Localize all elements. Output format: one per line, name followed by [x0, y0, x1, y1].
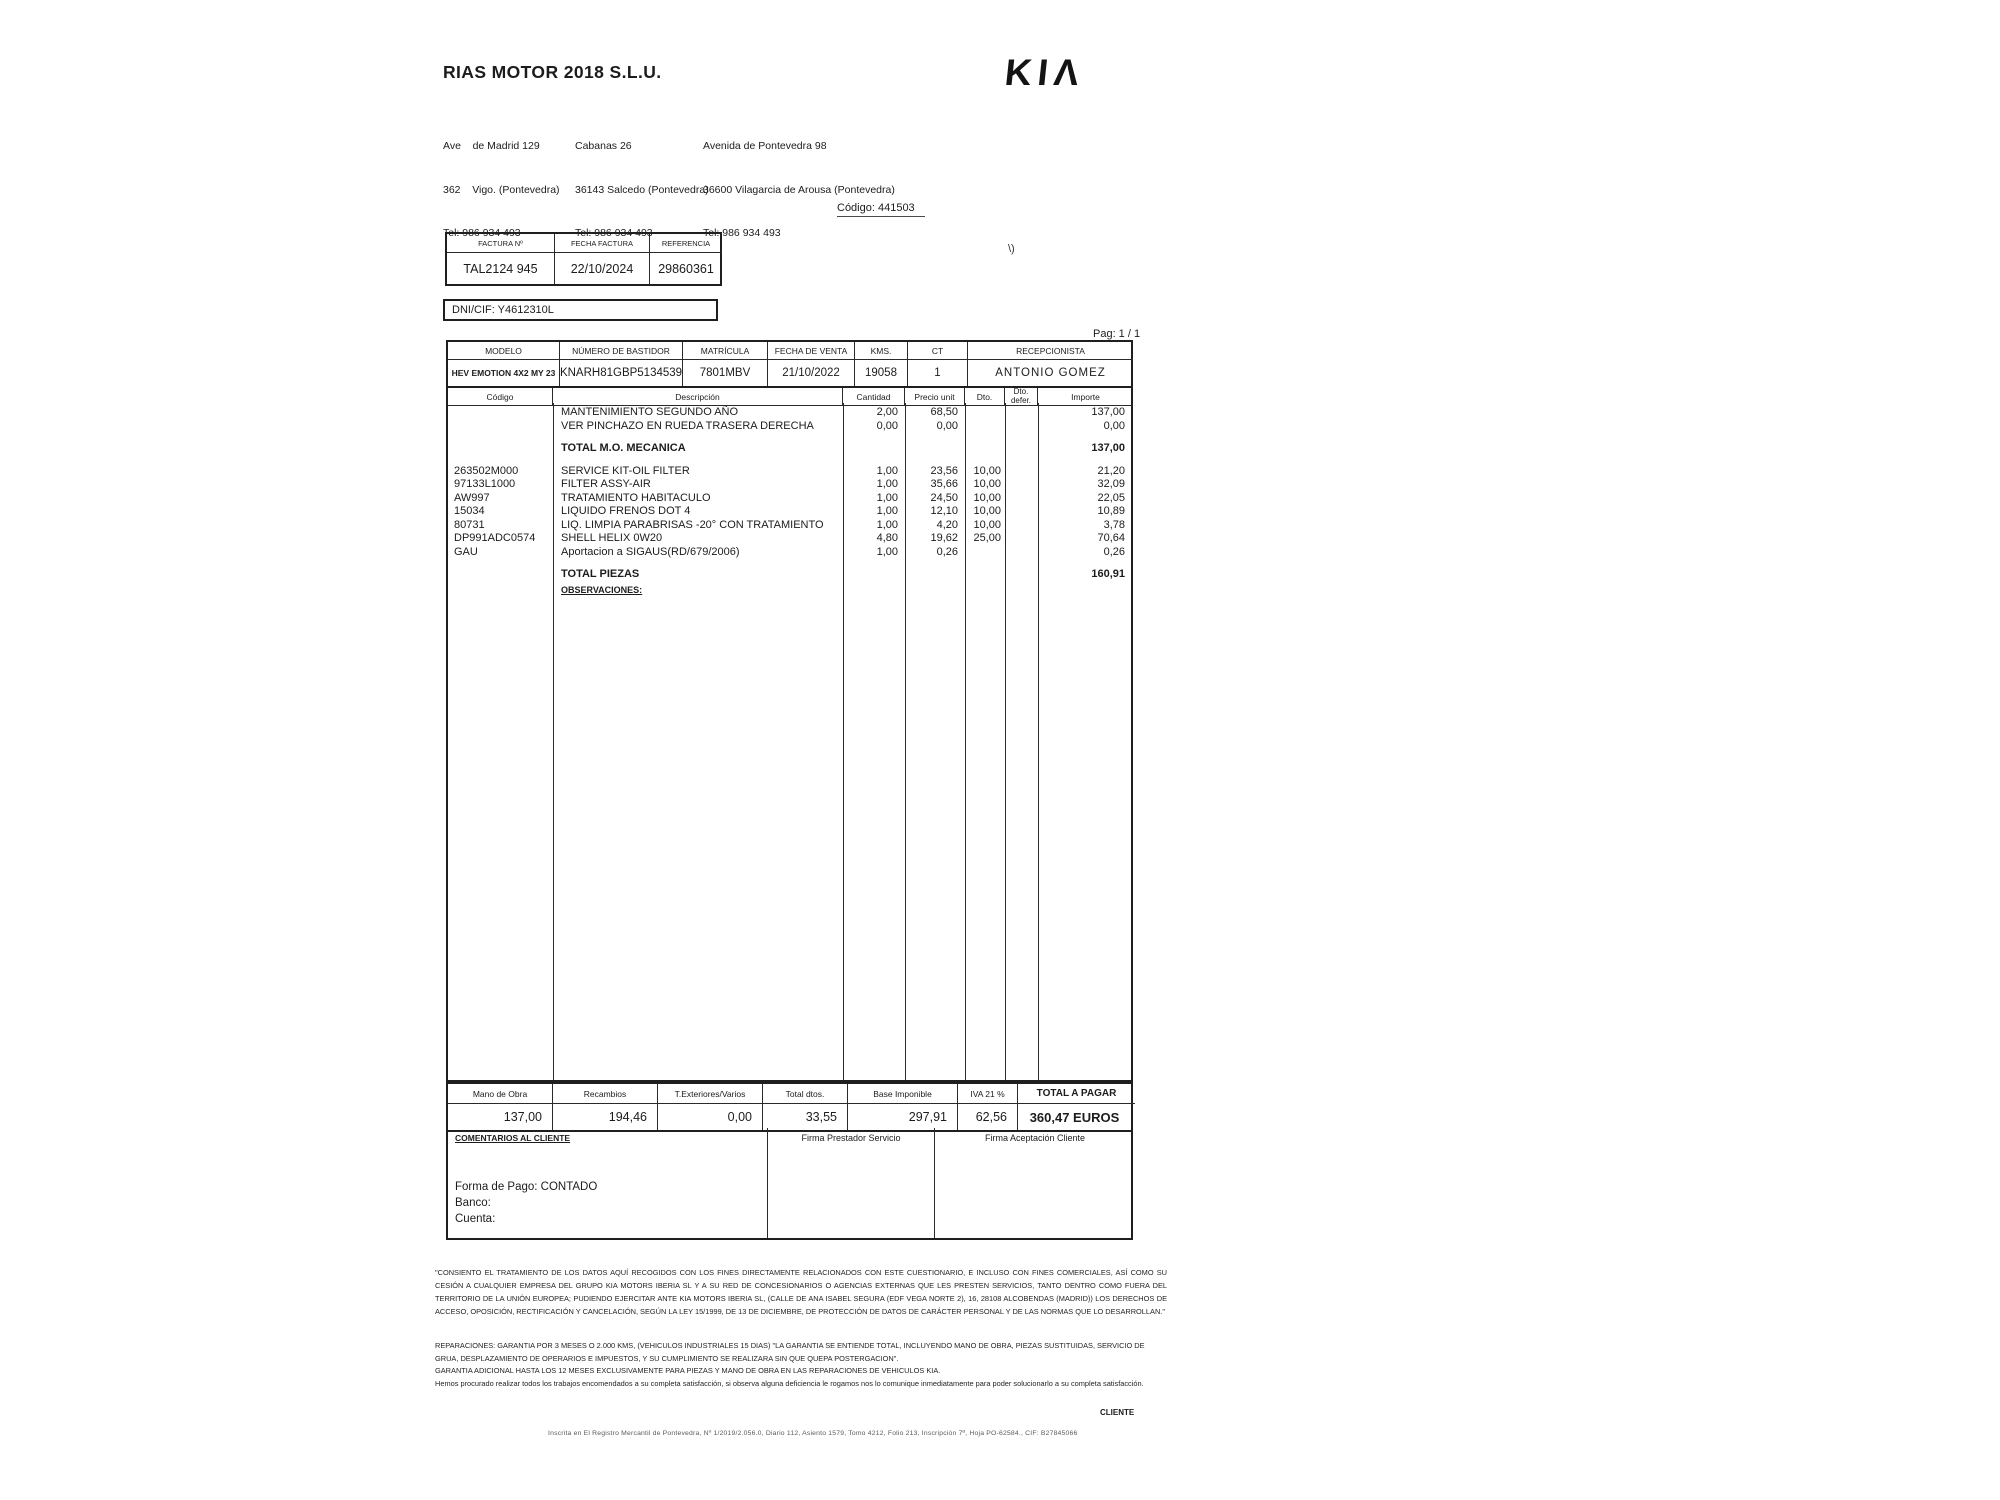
item-qty-cell: 1,00 — [876, 545, 898, 558]
kms-header: KMS. — [855, 342, 908, 360]
invoice-line-row — [448, 406, 1131, 420]
item-description-cell: VER PINCHAZO EN RUEDA TRASERA DERECHA — [561, 419, 814, 432]
item-description-cell: FILTER ASSY-AIR — [561, 478, 651, 490]
address-line: Avenida de Pontevedra 98 — [703, 140, 827, 152]
item-importe-cell: 22,05 — [1097, 491, 1125, 504]
recepcionista-header: RECEPCIONISTA — [968, 342, 1133, 360]
column-divider — [965, 403, 966, 1080]
item-qty-cell: 1,00 — [876, 464, 898, 477]
referencia-header: REFERENCIA — [650, 234, 722, 253]
item-dto-cell: 10,00 — [973, 491, 1001, 504]
item-importe-cell: 160,91 — [1091, 568, 1125, 580]
invoice-line-row — [448, 568, 1131, 582]
item-description-cell: MANTENIMIENTO SEGUNDO AÑO — [561, 406, 739, 418]
warranty-notice — [435, 1340, 1167, 1390]
descripcion-col-header: Descripción — [553, 388, 843, 405]
item-price-cell: 0,00 — [936, 419, 958, 432]
item-price-cell: 19,62 — [930, 532, 958, 544]
item-price-cell: 68,50 — [930, 406, 958, 418]
item-qty-cell: 1,00 — [876, 478, 898, 490]
totals-value-row — [448, 1104, 1131, 1130]
item-dto-defer-cell — [1005, 546, 1038, 560]
items-body — [446, 403, 1133, 1082]
data-protection-notice: "CONSIENTO EL TRATAMIENTO DE LOS DATOS AQUÍ RECOGIDOS CON LOS FINES DIRECTAMENTE RELACIONADOS CON ESTE CUESTIONARIO, E INCLUSO CON FINES COMERCIALES, ASÍ COMO SU CESIÓN A CUALQUIER EMPRESA DEL GRUPO KIA MOTORS IBERIA SL Y A SU RED DE CONCESIONARIOS O AGENCIAS EXTERNAS QUE LES PRESTEN SERVICIOS, TANTO DENTRO COMO FUERA DEL TERRITORIO DE LA UNIÓN EUROPEA; PUDIENDO EJERCITAR ANTE KIA MOTORS IBERIA SL, (CALLE DE ANA ISABEL SEGURA (EDF VEGA NORTE 2), 16, 28108 ALCOBENDAS (MADRID)) LOS DERECHOS DE ACCESO, OPOSICIÓN, RECTIFICACIÓN Y CANCELACIÓN, SEGÚN LA LEY 15/1999, DE 13 DE DICIEMBRE, DE PROTECCIÓN DE DATOS DE CARÁCTER PERSONAL Y DE LAS NORMAS QUE LO DESARROLLAN." — [435, 1268, 1167, 1316]
item-importe-cell: 0,00 — [1103, 419, 1125, 432]
item-dto-cell — [965, 420, 1005, 434]
provider-signature-label: Firma Prestador Servicio — [801, 1133, 901, 1143]
bastidor-header: NÚMERO DE BASTIDOR — [560, 342, 683, 360]
total-a-pagar-value: 360,47 EUROS — [1029, 1109, 1120, 1125]
comments-signature-section — [446, 1128, 1133, 1240]
item-price-cell: 4,20 — [936, 518, 958, 531]
invoice-line-row — [448, 492, 1131, 506]
invoice-id-header-row — [447, 234, 720, 253]
invoice-line-row — [448, 442, 1131, 456]
invoice-line-row — [448, 478, 1131, 492]
bank-label: Banco: — [455, 1197, 491, 1209]
item-qty-cell — [843, 568, 905, 582]
item-importe-cell: 3,78 — [1103, 518, 1125, 531]
item-importe-cell: 70,64 — [1097, 532, 1125, 544]
item-code-cell — [448, 420, 553, 434]
warranty-line: Hemos procurado realizar todos los trabajos encomendados a su completa satisfacción, si observa alguna deficiencia le rogamos nos lo comunique inmediatamente para poder solucionarlo a su completa satisfacción. — [435, 1378, 1144, 1388]
dni-cif-box: DNI/CIF: Y4612310L — [443, 299, 718, 321]
item-price-cell: 35,66 — [930, 478, 958, 490]
fecha-venta-header: FECHA DE VENTA — [768, 342, 855, 360]
referencia-value: 29860361 — [658, 261, 714, 276]
client-signature-cell — [935, 1128, 1135, 1238]
invoice-line-row — [448, 505, 1131, 519]
fecha-factura-value: 22/10/2024 — [555, 253, 650, 284]
item-dto-defer-cell — [1005, 420, 1038, 434]
item-dto-cell — [965, 442, 1005, 456]
item-description-cell: TOTAL M.O. MECANICA — [561, 442, 686, 454]
item-qty-cell: 2,00 — [876, 406, 898, 418]
item-dto-defer-cell — [1005, 532, 1038, 546]
exteriores-header: T.Exteriores/Varios — [658, 1084, 763, 1104]
recambios-value: 194,46 — [553, 1104, 658, 1130]
warranty-line: GARANTIA ADICIONAL HASTA LOS 12 MESES EXCLUSIVAMENTE PARA PIEZAS Y MANO DE OBRA EN LAS REPARACIONES DE VEHICULOS KIA. — [435, 1366, 941, 1375]
item-description-cell: LIQUIDO FRENOS DOT 4 — [561, 505, 691, 517]
ct-value: 1 — [908, 360, 968, 386]
item-dto-cell: 25,00 — [973, 532, 1001, 544]
comments-cell — [448, 1128, 768, 1238]
bastidor-value: KNARH81GBP5134539 — [560, 360, 683, 386]
item-description-cell: SERVICE KIT-OIL FILTER — [561, 464, 690, 477]
vehicle-value-row — [448, 360, 1131, 386]
totals-header-row — [448, 1084, 1131, 1104]
recepcionista-value: ANTONIO GOMEZ — [995, 367, 1106, 379]
address-line: Tel: 986 934 493 — [703, 227, 781, 239]
item-qty-cell: 4,80 — [876, 532, 898, 544]
recambios-header: Recambios — [553, 1084, 658, 1104]
item-price-cell: 23,56 — [930, 464, 958, 477]
address-line: Cabanas 26 — [575, 140, 632, 152]
item-dto-cell — [965, 406, 1005, 420]
codigo-col-header: Código — [448, 388, 553, 405]
item-dto-defer-cell — [1005, 492, 1038, 506]
item-qty-cell: 1,00 — [876, 518, 898, 531]
iva-header: IVA 21 % — [958, 1084, 1018, 1104]
codigo-label: Código: 441503 — [837, 202, 925, 217]
item-importe-cell: 32,09 — [1097, 478, 1125, 490]
item-description-cell: TRATAMIENTO HABITACULO — [561, 491, 711, 504]
address-line: Tel: 986 934 493 — [575, 227, 653, 239]
item-code-cell: GAU — [454, 545, 478, 558]
item-dto-defer-cell — [1005, 505, 1038, 519]
totals-table — [446, 1082, 1133, 1132]
matricula-header: MATRÍCULA — [683, 342, 768, 360]
address-line: 36143 Salcedo (Pontevedra) — [575, 183, 709, 196]
item-description-cell: Aportacion a SIGAUS(RD/679/2006) — [561, 545, 740, 558]
item-dto-defer-cell — [1005, 478, 1038, 492]
item-dto-defer-cell — [1005, 568, 1038, 582]
item-code-cell: 263502M000 — [454, 464, 519, 477]
item-qty-cell: 1,00 — [876, 505, 898, 517]
account-label: Cuenta: — [455, 1213, 496, 1225]
total-dtos-value: 33,55 — [763, 1104, 848, 1130]
modelo-header: MODELO — [448, 342, 560, 360]
exteriores-value: 0,00 — [658, 1104, 763, 1130]
item-code-cell: 15034 — [454, 505, 485, 517]
item-dto-cell: 10,00 — [973, 518, 1001, 531]
payment-method: Forma de Pago: CONTADO — [455, 1181, 598, 1193]
item-code-cell — [448, 442, 553, 456]
scan-artifact: \) — [1008, 243, 1015, 255]
item-price-cell — [905, 442, 965, 456]
item-price-cell: 0,26 — [936, 545, 958, 558]
item-qty-cell — [843, 442, 905, 456]
address-line: 36600 Vilagarcia de Arousa (Pontevedra) — [703, 183, 895, 196]
item-dto-cell: 10,00 — [973, 505, 1001, 517]
item-dto-defer-cell — [1005, 406, 1038, 420]
column-divider — [1038, 403, 1039, 1080]
factura-num-header: FACTURA Nº — [447, 234, 555, 253]
page-number: Pag: 1 / 1 — [1093, 328, 1141, 340]
item-dto-cell — [965, 546, 1005, 560]
invoice-line-row — [448, 546, 1131, 560]
item-price-cell — [905, 568, 965, 582]
item-price-cell: 24,50 — [930, 491, 958, 504]
address-line: Ave de Madrid 129 — [443, 140, 540, 152]
column-divider — [553, 403, 554, 1080]
item-importe-cell: 21,20 — [1097, 464, 1125, 477]
invoice-line-row — [448, 465, 1131, 479]
item-description-cell: SHELL HELIX 0W20 — [561, 532, 663, 544]
invoice-line-row — [448, 519, 1131, 533]
provider-signature-cell — [768, 1128, 935, 1238]
total-dtos-header: Total dtos. — [763, 1084, 848, 1104]
payment-details — [455, 1179, 767, 1227]
kia-logo: KIΛ — [1002, 52, 1087, 93]
mano-obra-header: Mano de Obra — [448, 1084, 553, 1104]
item-description-cell: LIQ. LIMPIA PARABRISAS -20° CON TRATAMIENTO — [561, 518, 824, 531]
item-dto-defer-cell — [1005, 519, 1038, 533]
iva-value: 62,56 — [958, 1104, 1018, 1130]
item-dto-cell: 10,00 — [973, 464, 1001, 477]
registry-footer: Inscrita en El Registro Mercantil de Pontevedra, Nº 1/2019/2.056.0, Diario 112, Asiento 1579, Tomo 4212, Folio 213, Inscripción 7ª, Hoja PO-62584., CIF: B27845066 — [548, 1430, 1078, 1437]
fecha-venta-value: 21/10/2022 — [768, 360, 855, 386]
invoice-id-value-row — [447, 253, 720, 284]
item-qty-cell: 0,00 — [876, 419, 898, 432]
factura-num-value: TAL2124 945 — [447, 253, 555, 284]
warranty-line: REPARACIONES: GARANTIA POR 3 MESES O 2.000 KMS, (VEHICULOS INDUSTRIALES 15 DIAS) "LA GARANTIA SE ENTIENDE TOTAL, INCLUYENDO MANO DE OBRA, PIEZAS SUSTITUIDAS, SERVICIO DE GRUA, DESPLAZAMIENTO DE OPERARIOS E IMPUESTOS, Y SU CUMPLIMIENTO SE REALIZARA SIN QUE QUEPA POSTERGACION". — [435, 1341, 1145, 1363]
cantidad-col-header: Cantidad — [843, 388, 905, 405]
ct-header: CT — [908, 342, 968, 360]
column-divider — [843, 403, 844, 1080]
item-dto-cell: 10,00 — [973, 478, 1001, 490]
address-line: 362 Vigo. (Pontevedra) — [443, 183, 560, 196]
item-dto-defer-cell — [1005, 465, 1038, 479]
cliente-label: CLIENTE — [1100, 1408, 1135, 1417]
vehicle-header-row — [448, 342, 1131, 360]
precio-unit-col-header: Precio unit — [905, 388, 965, 405]
item-dto-defer-cell — [1005, 442, 1038, 456]
matricula-value: 7801MBV — [683, 360, 768, 386]
item-description-cell: TOTAL PIEZAS — [561, 568, 640, 580]
item-qty-cell: 1,00 — [876, 491, 898, 504]
invoice-line-row — [448, 420, 1131, 434]
item-code-cell: 80731 — [454, 518, 485, 531]
item-code-cell — [448, 406, 553, 420]
item-importe-cell: 0,26 — [1103, 545, 1125, 558]
item-importe-cell: 10,89 — [1097, 505, 1125, 517]
base-imponible-value: 297,91 — [848, 1104, 958, 1130]
base-imponible-header: Base Imponible — [848, 1084, 958, 1104]
item-price-cell: 12,10 — [930, 505, 958, 517]
vehicle-table — [446, 340, 1133, 388]
item-importe-cell: 137,00 — [1091, 406, 1125, 418]
item-importe-cell: 137,00 — [1091, 442, 1125, 454]
invoice-id-table — [445, 232, 722, 286]
modelo-value: HEV EMOTION 4X2 MY 23 — [448, 360, 560, 386]
company-name: RIAS MOTOR 2018 S.L.U. — [443, 62, 662, 82]
column-divider — [905, 403, 906, 1080]
observaciones-label: OBSERVACIONES: — [561, 585, 643, 595]
item-code-cell: DP991ADC0574 — [454, 532, 536, 544]
address-line: Tel: 986 934 493 — [443, 227, 521, 239]
column-divider — [1005, 403, 1006, 1080]
item-code-cell: AW997 — [454, 491, 490, 504]
importe-col-header: Importe — [1071, 391, 1100, 402]
item-dto-cell — [965, 568, 1005, 582]
comments-title: COMENTARIOS AL CLIENTE — [455, 1133, 571, 1143]
kms-value: 19058 — [855, 360, 908, 386]
company-address-vilagarcia — [703, 110, 895, 270]
mano-obra-value: 137,00 — [448, 1104, 553, 1130]
fecha-factura-header: FECHA FACTURA — [555, 234, 650, 253]
item-code-cell: 97133L1000 — [454, 478, 516, 490]
client-signature-label: Firma Aceptación Cliente — [984, 1133, 1086, 1143]
dto-col-header: Dto. — [965, 388, 1005, 405]
invoice-line-row — [448, 532, 1131, 546]
dto-defer-col-header: Dto. defer. — [1005, 388, 1038, 405]
item-code-cell — [448, 568, 553, 582]
total-a-pagar-header: TOTAL A PAGAR — [1018, 1084, 1135, 1104]
